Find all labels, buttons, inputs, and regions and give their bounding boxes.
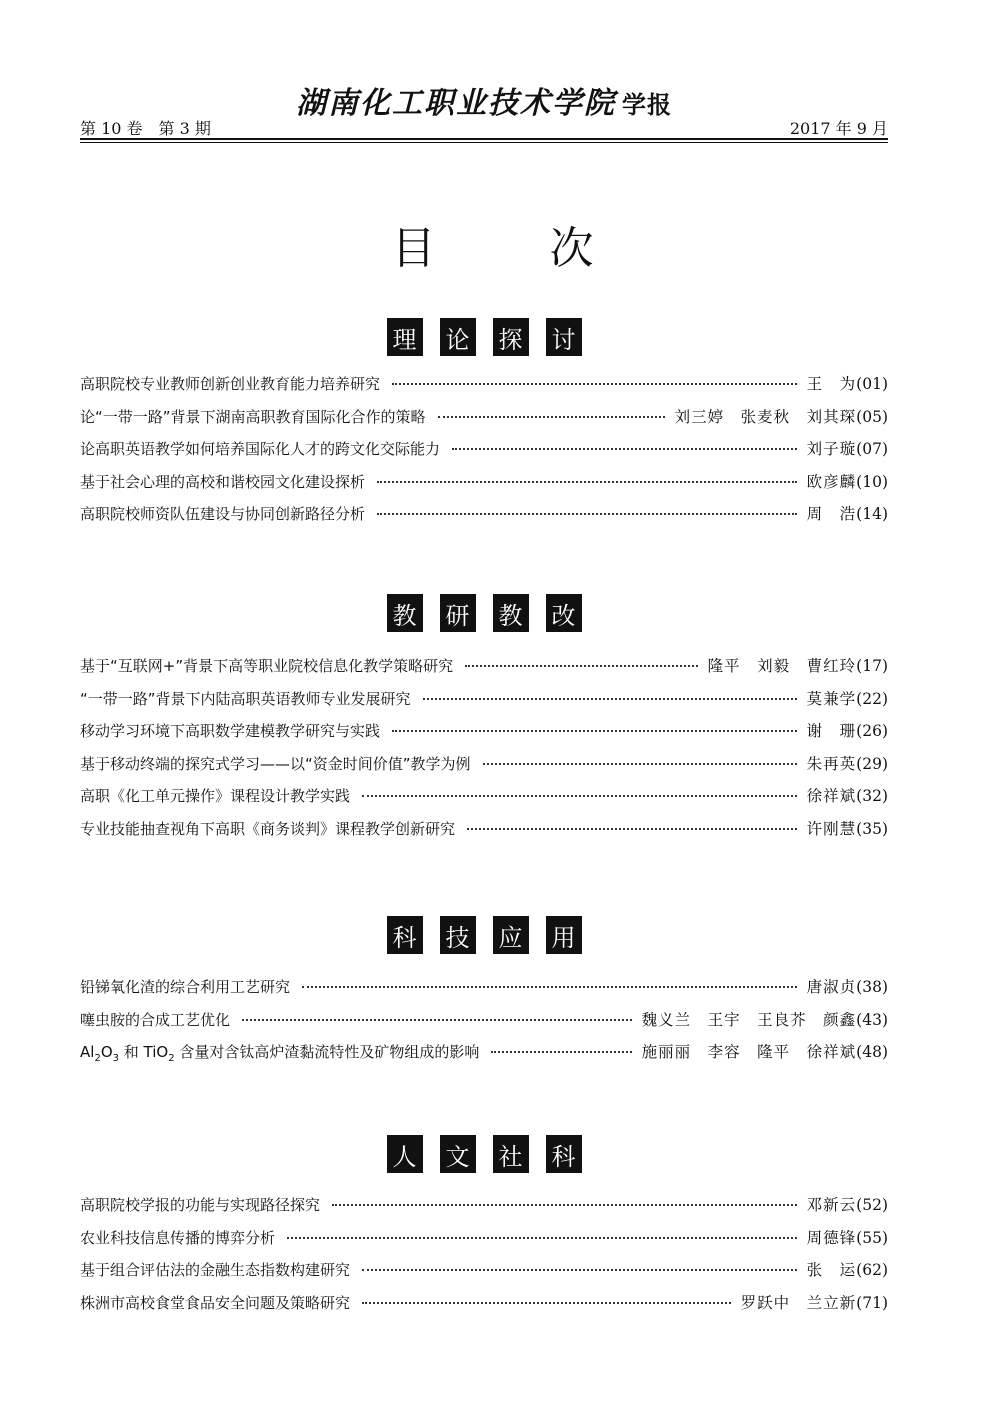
section-title <box>80 594 888 634</box>
entry-authors: 许刚慧 <box>806 819 857 838</box>
entry-page: (17) <box>856 657 888 675</box>
leader-dots <box>483 763 797 765</box>
section-title-char: 用 <box>546 916 582 954</box>
toc-entry[interactable] <box>80 975 888 1008</box>
entry-page: (48) <box>856 1043 888 1062</box>
entry-page: (38) <box>856 978 888 996</box>
entry-authors: 邓新云 <box>806 1196 857 1214</box>
entry-page: (01) <box>856 375 888 393</box>
entry-authors: 徐祥斌 <box>806 787 857 806</box>
toc-entry[interactable] <box>80 654 888 687</box>
toc-entry[interactable] <box>80 372 888 405</box>
entry-page: (29) <box>856 754 888 773</box>
formula-sub: 2 <box>168 1053 175 1065</box>
toc-entries <box>80 1193 888 1323</box>
entry-page: (43) <box>856 1010 888 1029</box>
entry-page: (14) <box>856 505 888 524</box>
toc-entries <box>80 975 888 1073</box>
toc-entry[interactable] <box>80 502 888 535</box>
entry-authors: 刘子璇 <box>806 440 857 459</box>
toc-entry[interactable] <box>80 687 888 720</box>
section-title-char: 技 <box>440 916 476 954</box>
entry-authors: 王 为 <box>806 375 857 393</box>
formula-o: O <box>100 1043 113 1062</box>
section-title-char: 人 <box>387 1135 423 1173</box>
entry-page: (52) <box>856 1196 888 1214</box>
entry-authors: 莫兼学 <box>806 689 857 708</box>
entry-title: 基于组合评估法的金融生态指数构建研究 <box>80 1261 351 1280</box>
journal-suffix: 学报 <box>622 90 672 119</box>
toc-entry[interactable] <box>80 405 888 438</box>
leader-dots <box>362 1269 797 1271</box>
leader-dots <box>302 986 797 988</box>
entry-title: 专业技能抽查视角下高职《商务谈判》课程教学创新研究 <box>80 819 456 838</box>
toc-entry[interactable] <box>80 719 888 752</box>
entry-title: “一带一路”背景下内陆高职英语教师专业发展研究 <box>80 689 411 708</box>
toc-entry[interactable] <box>80 1193 888 1226</box>
leader-dots <box>491 1051 631 1053</box>
entry-page: (35) <box>856 819 888 838</box>
entry-authors: 周 浩 <box>806 505 857 524</box>
section-title-char: 论 <box>440 318 476 356</box>
leader-dots <box>465 665 698 667</box>
entry-authors: 张 运 <box>806 1261 857 1280</box>
section-teaching-reform <box>80 594 888 850</box>
entry-title: 株洲市高校食堂食品安全问题及策略研究 <box>80 1293 351 1312</box>
toc-entry[interactable] <box>80 817 888 850</box>
entry-title: 高职《化工单元操作》课程设计教学实践 <box>80 787 351 806</box>
entry-authors: 刘三婷 张麦秋 刘其琛 <box>674 407 857 426</box>
leader-dots <box>362 795 797 797</box>
entry-page: (55) <box>856 1228 888 1247</box>
formula-al: Al <box>80 1043 95 1062</box>
entry-page: (10) <box>856 472 888 491</box>
journal-name: 湖南化工职业技术学院 <box>296 86 616 121</box>
entry-page: (22) <box>856 689 888 708</box>
issue-date: 2017 年 9 月 <box>789 119 888 138</box>
entry-title <box>80 1041 479 1064</box>
entry-authors: 谢 珊 <box>806 722 857 741</box>
section-title-char: 科 <box>387 916 423 954</box>
section-title-char: 讨 <box>546 318 582 356</box>
leader-dots <box>467 828 797 830</box>
leader-dots <box>287 1237 797 1239</box>
entry-title: 基于社会心理的高校和谐校园文化建设探析 <box>80 472 366 491</box>
entry-page: (26) <box>856 722 888 741</box>
leader-dots <box>423 698 797 700</box>
entry-authors: 施丽丽 李容 隆平 徐祥斌 <box>641 1043 857 1062</box>
toc-entry[interactable] <box>80 470 888 503</box>
masthead <box>80 74 888 144</box>
entry-page: (05) <box>856 407 888 426</box>
toc-entry[interactable] <box>80 1291 888 1324</box>
entry-authors: 欧彦麟 <box>806 472 857 491</box>
leader-dots <box>392 383 797 385</box>
entry-title: 基于“互联网+”背景下高等职业院校信息化教学策略研究 <box>80 657 454 675</box>
section-title <box>80 1135 888 1175</box>
section-title-char: 教 <box>493 594 529 632</box>
toc-entries <box>80 372 888 535</box>
entry-authors: 唐淑贞 <box>806 978 857 996</box>
section-title-char: 研 <box>440 594 476 632</box>
toc-entry[interactable] <box>80 1226 888 1259</box>
entry-authors: 隆平 刘毅 曹红玲 <box>707 657 857 675</box>
entry-title: 铅锑氧化渣的综合利用工艺研究 <box>80 978 291 996</box>
leader-dots <box>377 513 797 515</box>
toc-entry[interactable] <box>80 1040 888 1073</box>
leader-dots <box>332 1204 797 1206</box>
toc-entry[interactable] <box>80 1008 888 1041</box>
section-title-char: 探 <box>493 318 529 356</box>
toc-heading: 目 次 <box>391 223 644 274</box>
entry-authors: 周德锋 <box>806 1228 857 1247</box>
section-title-char: 理 <box>387 318 423 356</box>
leader-dots <box>438 416 665 418</box>
header-rule <box>80 138 888 140</box>
section-title-char: 科 <box>546 1135 582 1173</box>
section-theory <box>80 318 888 535</box>
leader-dots <box>242 1019 632 1021</box>
entry-page: (71) <box>856 1293 888 1312</box>
toc-entry[interactable] <box>80 752 888 785</box>
entry-title: 基于移动终端的探究式学习——以“资金时间价值”教学为例 <box>80 754 471 773</box>
section-humanities <box>80 1135 888 1323</box>
entry-title-rest: 含量对含钛高炉渣黏流特性及矿物组成的影响 <box>174 1043 480 1062</box>
toc-entry[interactable] <box>80 784 888 817</box>
entry-page: (32) <box>856 787 888 806</box>
section-title-char: 社 <box>493 1135 529 1173</box>
entry-authors: 罗跃中 兰立新 <box>740 1293 857 1312</box>
section-tech-application <box>80 916 888 1073</box>
entry-title: 论高职英语教学如何培养国际化人才的跨文化交际能力 <box>80 440 441 459</box>
entry-title: 农业科技信息传播的博弈分析 <box>80 1228 276 1247</box>
leader-dots <box>362 1302 731 1304</box>
leader-dots <box>377 481 797 483</box>
entry-title: 高职院校学报的功能与实现路径探究 <box>80 1196 321 1214</box>
formula-tio: 和 TiO <box>119 1043 169 1062</box>
volume-issue: 第 10 卷 第 3 期 <box>80 119 211 138</box>
formula-sub: 2 <box>94 1053 101 1065</box>
entry-authors: 魏义兰 王宇 王良芥 颜鑫 <box>641 1010 857 1029</box>
section-title-char: 应 <box>493 916 529 954</box>
section-title-char: 改 <box>546 594 582 632</box>
section-title-char: 文 <box>440 1135 476 1173</box>
toc-entry[interactable] <box>80 1258 888 1291</box>
entry-title: 噻虫胺的合成工艺优化 <box>80 1010 231 1029</box>
leader-dots <box>392 730 797 732</box>
leader-dots <box>452 448 797 450</box>
entry-title: 高职院校师资队伍建设与协同创新路径分析 <box>80 505 366 524</box>
entry-page: (07) <box>856 440 888 459</box>
toc-entry[interactable] <box>80 437 888 470</box>
toc-entries <box>80 654 888 850</box>
entry-title: 高职院校专业教师创新创业教育能力培养研究 <box>80 375 381 393</box>
formula-sub: 3 <box>112 1053 119 1065</box>
section-title <box>80 916 888 956</box>
section-title <box>80 318 888 358</box>
entry-title: 移动学习环境下高职数学建模教学研究与实践 <box>80 722 381 741</box>
entry-authors: 朱再英 <box>806 754 857 773</box>
entry-page: (62) <box>856 1261 888 1280</box>
section-title-char: 教 <box>387 594 423 632</box>
entry-title: 论“一带一路”背景下湖南高职教育国际化合作的策略 <box>80 407 426 426</box>
header-rule-thin <box>80 142 888 143</box>
